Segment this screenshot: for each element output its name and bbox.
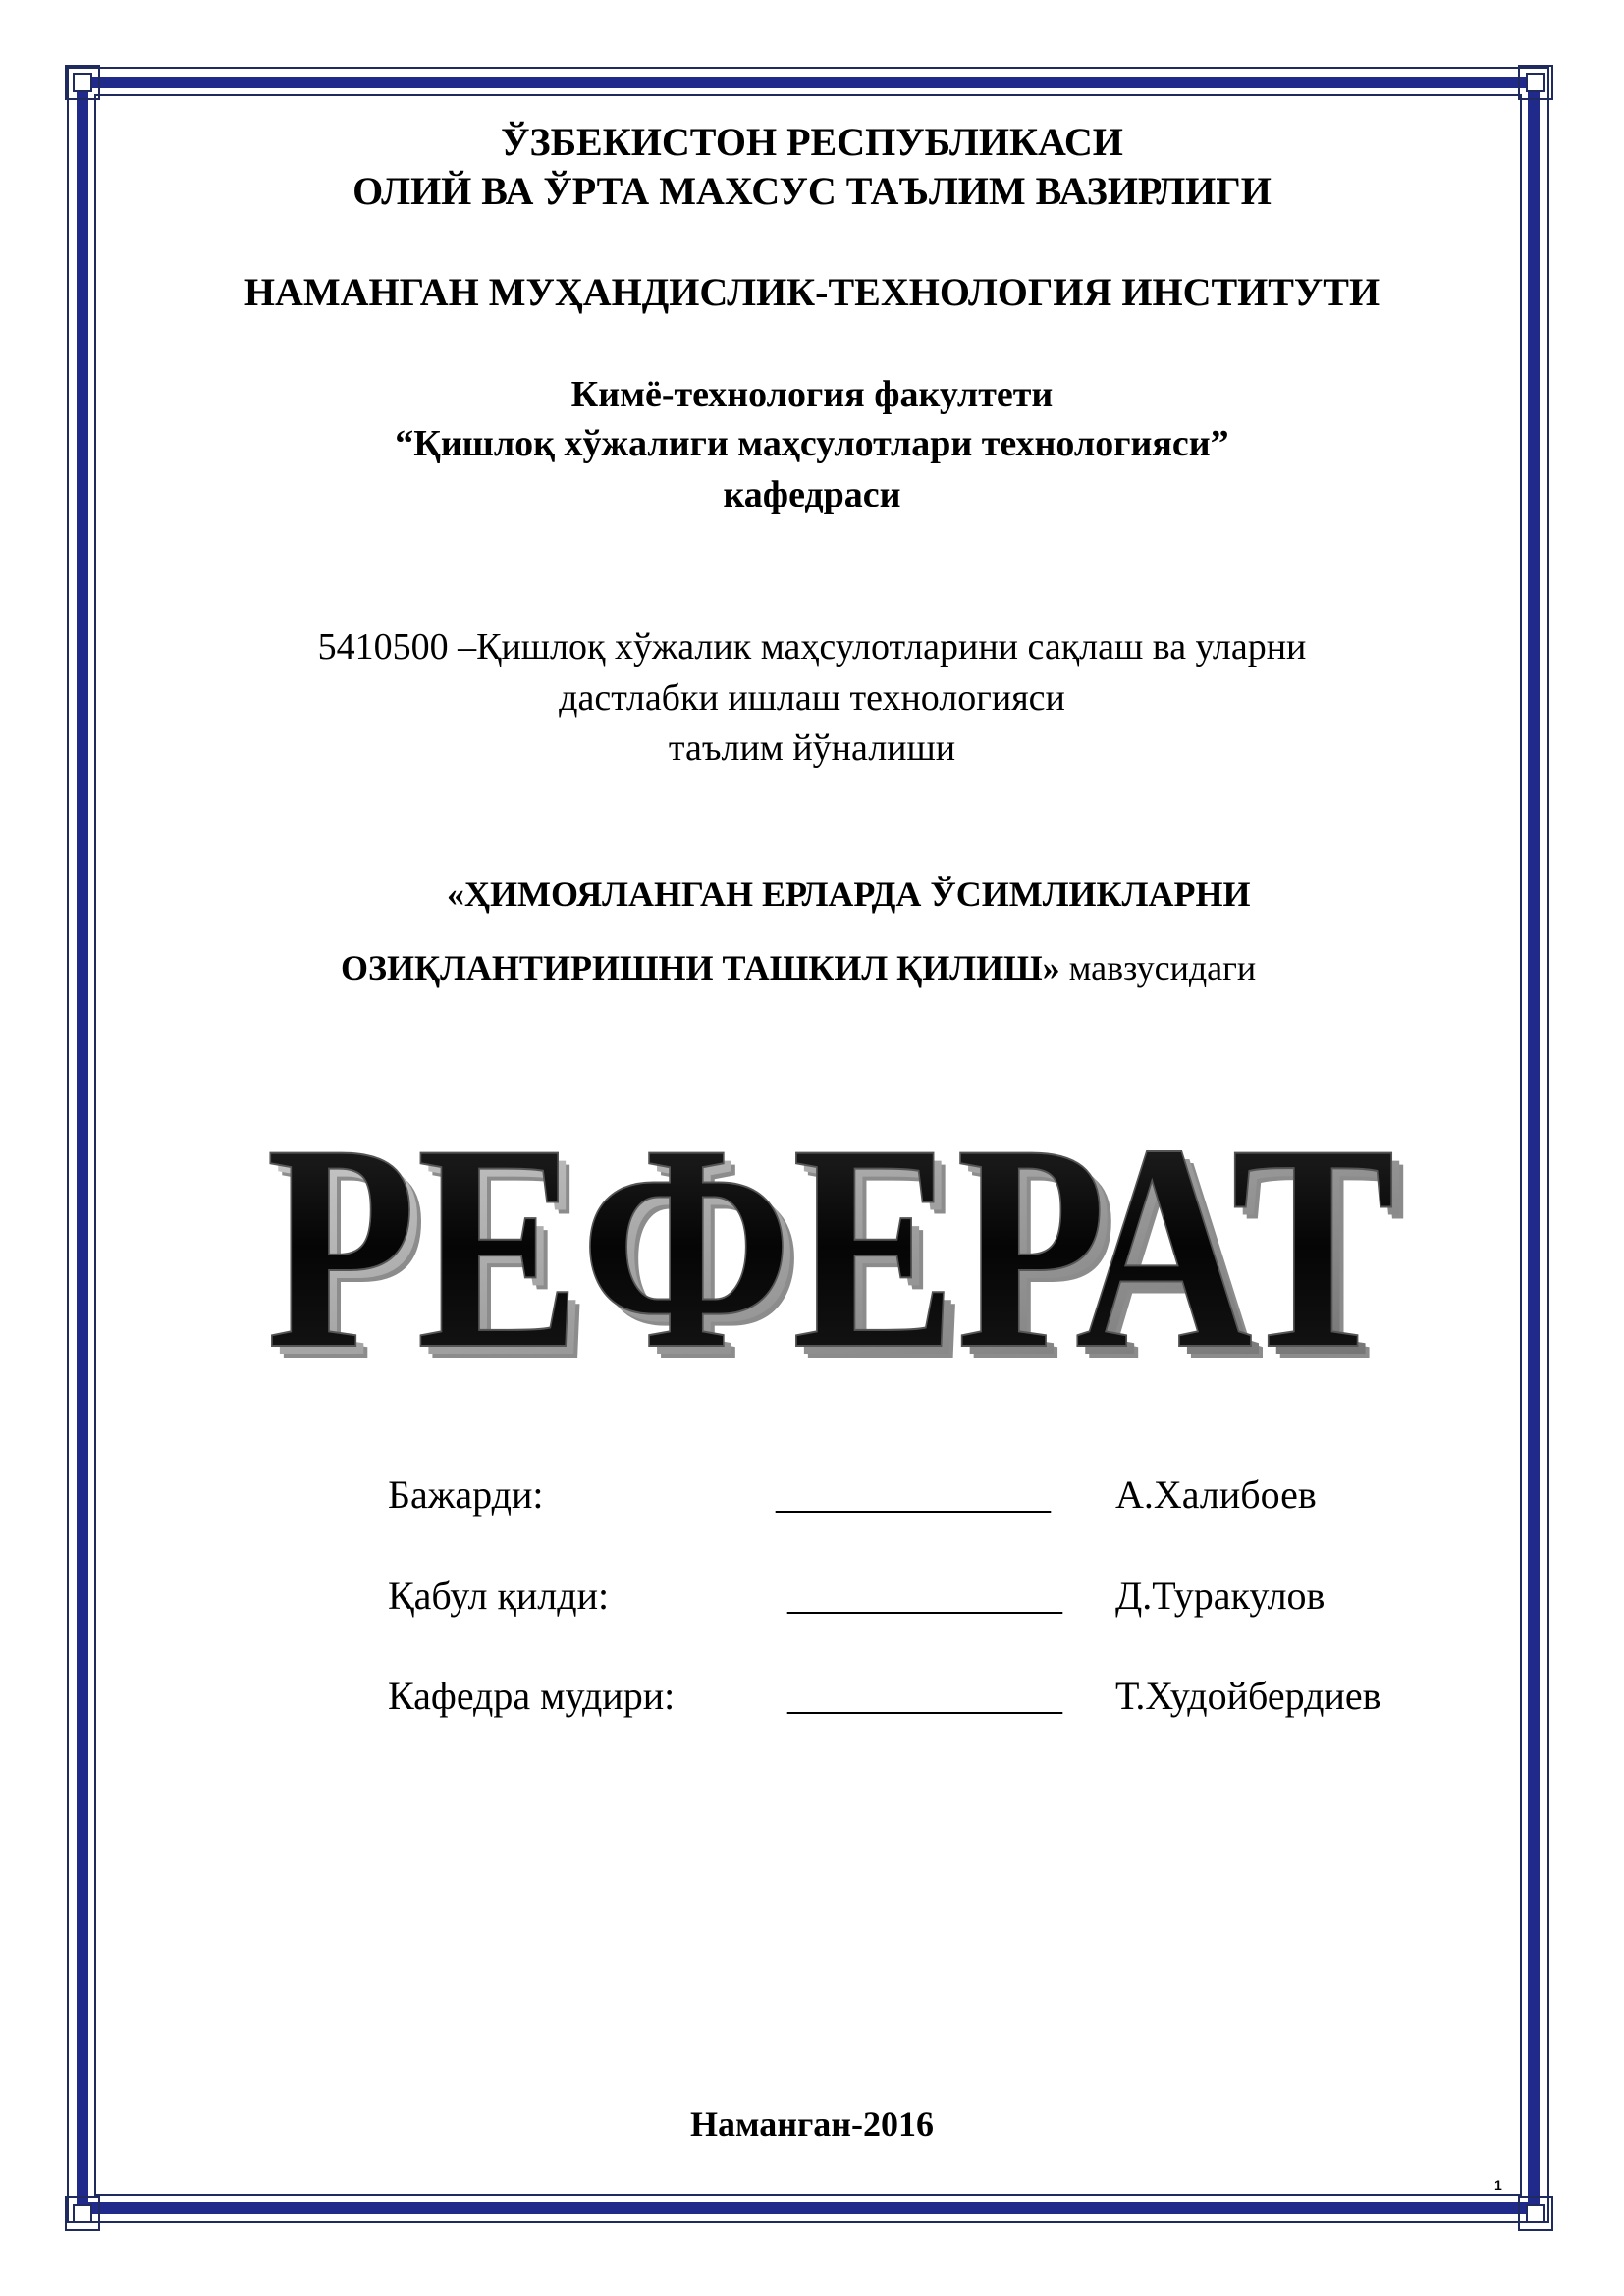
report-title-bevel: РЕФЕРАТ	[274, 1092, 1403, 1389]
specialty-line-2: дастлабки ишлаш технологияси	[559, 677, 1065, 719]
topic-line-1: «ҲИМОЯЛАНГАН ЕРЛАРДА ЎСИМЛИКЛАРНИ	[447, 875, 1251, 914]
report-title-depth: РЕФЕРАТ	[278, 1095, 1407, 1389]
corner-ornament-bottom-left	[65, 2196, 100, 2231]
corner-ornament-top-left	[65, 65, 100, 100]
signature-role: Қабул қилди:	[388, 1574, 610, 1618]
report-title-graphic	[245, 1065, 1424, 1389]
topic-line-2-bold: ОЗИҚЛАНТИРИШНИ ТАШКИЛ ҚИЛИШ»	[341, 948, 1060, 988]
signature-line: ______________	[787, 1574, 1062, 1618]
specialty-line-3: таълим йўналиши	[668, 727, 956, 769]
signature-row-performer	[0, 1472, 1624, 1524]
signature-row-accepted	[0, 1576, 1624, 1626]
department-name: “Қишлоқ хўжалиги маҳсулотлари технологияси”	[395, 423, 1229, 464]
institute-heading: НАМАНГАН МУҲАНДИСЛИК-ТЕХНОЛОГИЯ ИНСТИТУТИ	[244, 270, 1380, 314]
corner-ornament-bottom-right	[1518, 2196, 1553, 2231]
faculty-name: Кимё-технология факултети	[570, 374, 1054, 415]
signature-line: ______________	[776, 1472, 1051, 1517]
signature-role: Кафедра мудири:	[388, 1674, 676, 1718]
topic-line-2	[341, 950, 1256, 986]
ministry-heading: ОЛИЙ ВА ЎРТА МАХСУС ТАЪЛИМ ВАЗИРЛИГИ	[352, 169, 1272, 213]
signature-name: А.Халибоев	[1115, 1472, 1317, 1517]
signature-name: Д.Туракулов	[1115, 1574, 1326, 1618]
signature-name: Т.Худойбердиев	[1115, 1674, 1381, 1718]
corner-ornament-top-right	[1518, 65, 1553, 100]
department-word: кафедраси	[723, 474, 901, 515]
topic-line-2-suffix: мавзусидаги	[1059, 948, 1257, 988]
city-year: Наманган-2016	[689, 2105, 935, 2144]
signature-role: Бажарди:	[388, 1472, 544, 1517]
page-number: 1	[1494, 2177, 1502, 2193]
report-title-face: РЕФЕРАТ	[266, 1084, 1395, 1389]
specialty-line-1: 5410500 –Қишлоқ хўжалик маҳсулотларини сақлаш ва уларни	[317, 626, 1307, 667]
republic-heading: ЎЗБЕКИСТОН РЕСПУБЛИКАСИ	[501, 120, 1123, 164]
signature-row-head-of-department	[0, 1674, 1624, 1726]
signature-line: ______________	[787, 1674, 1062, 1718]
report-title	[245, 1065, 1424, 1389]
